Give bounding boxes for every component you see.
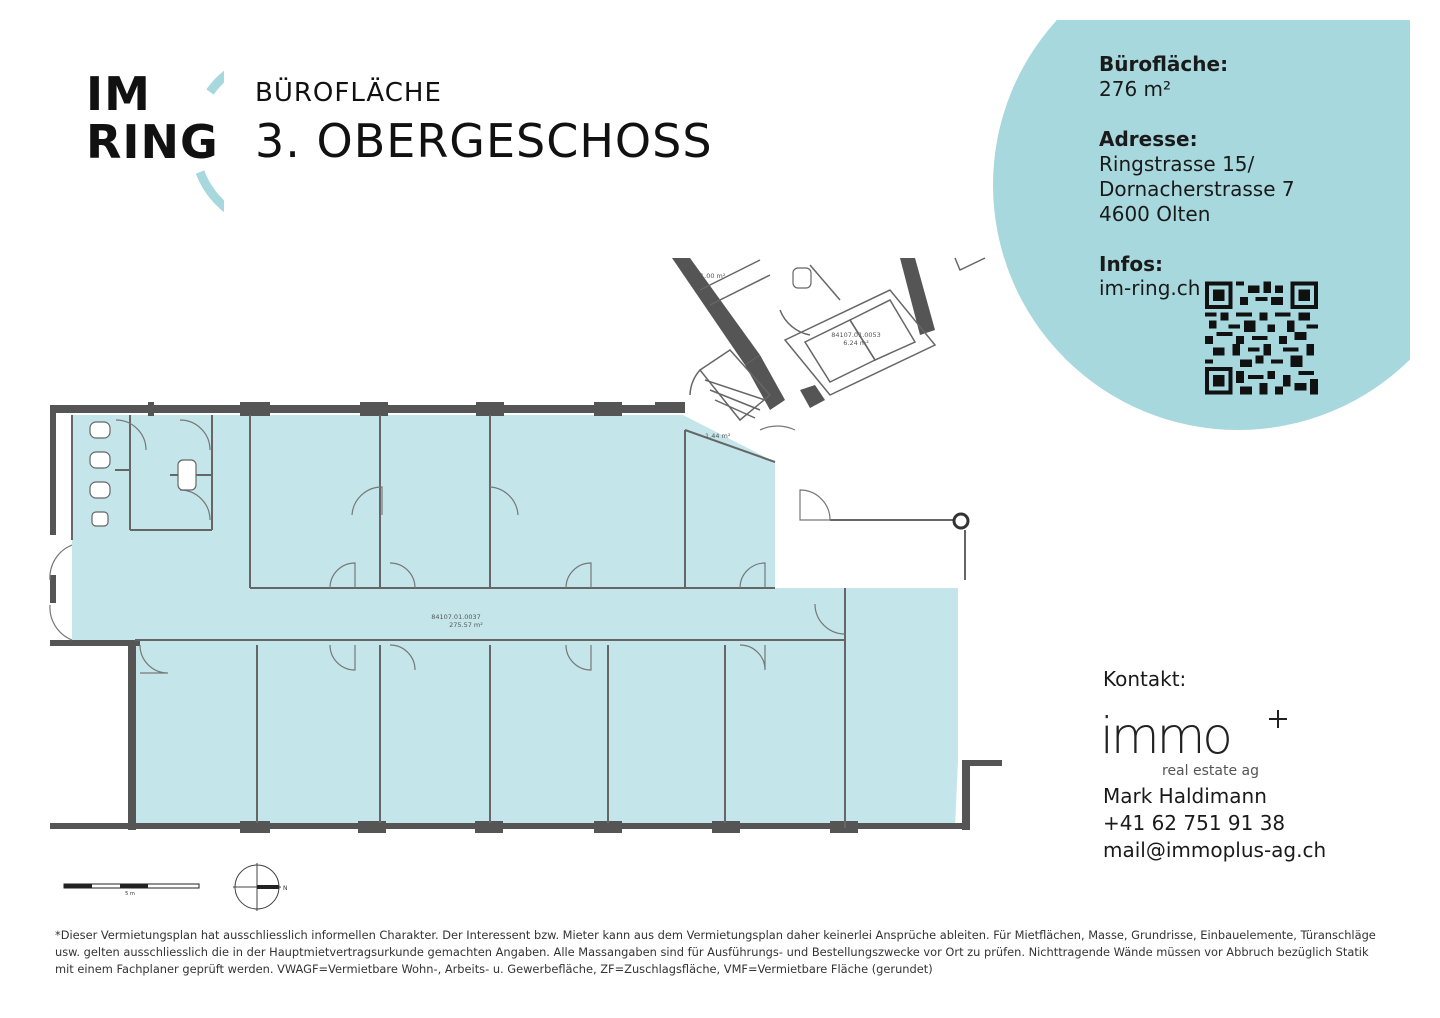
website-link[interactable]: im-ring.ch: [1099, 276, 1201, 300]
page-title: 3. OBERGESCHOSS: [255, 114, 713, 168]
floor-plan: [0, 250, 1010, 850]
north-arrow-icon: [230, 860, 290, 914]
disclaimer: *Dieser Vermietungsplan hat ausschliesslich informellen Charakter. Der Interessent bzw. Mieter kann aus dem Vermietungsplan daher keinerlei Ansprüche ableiten. Für Mietflächen, Masse, Grundrisse, Einbauelemente, Türanschläge usw. gelten ausschliesslich die in der Hauptmietvertragsurkunde gemachten Angaben. Alle Massangaben sind für Ausführungs- und Bestellungszwecke vor Ort zu prüfen. Nichttragende Wände müssen vor Abbruch bezüglich Statik mit einem Fachplaner geprüft werden. VWAGF=Vermietbare Wohn-, Arbeits- u. Gewerbefläche, ZF=Zuschlagsfläche, VMF=Vermietbare Fläche (gerundet): [55, 928, 1376, 976]
lift-id-label: 84107.01.0053: [831, 331, 881, 339]
brand-text: immo: [1100, 707, 1230, 765]
qr-code[interactable]: [1205, 279, 1318, 397]
contact-email[interactable]: mail@immoplus-ag.ch: [1103, 838, 1327, 862]
address-line1: Ringstrasse 15/: [1099, 152, 1255, 176]
stair-area-label: 1.44 m²: [705, 432, 731, 440]
area-value: 276 m²: [1099, 77, 1172, 101]
contact-phone[interactable]: +41 62 751 91 38: [1103, 811, 1286, 835]
logo: [86, 67, 219, 169]
address-label: Adresse:: [1099, 127, 1198, 151]
room-area-label: 275.57 m²: [449, 621, 483, 629]
lift-area-label: 6.24 m²: [843, 339, 869, 347]
area-label: Bürofläche:: [1099, 52, 1229, 76]
address-line2: Dornacherstrasse 7: [1099, 177, 1295, 201]
logo-line2: RING: [86, 115, 219, 169]
page-subtitle: BÜROFLÄCHE: [255, 78, 442, 108]
north-label: N: [283, 885, 288, 892]
immo-logo: [1100, 705, 1295, 780]
contact-name: Mark Haldimann: [1103, 784, 1267, 808]
scale-label: 5 m: [125, 891, 135, 896]
contact-label: Kontakt:: [1103, 667, 1187, 691]
address-line3: 4600 Olten: [1099, 202, 1211, 226]
rental-area: [72, 415, 958, 828]
infos-label: Infos:: [1099, 252, 1164, 276]
logo-line1: IM: [86, 67, 151, 121]
room-id-label: 84107.01.0037: [431, 613, 481, 621]
wc-area-label: 1.00 m²: [700, 272, 726, 280]
brand-sub: real estate ag: [1162, 763, 1259, 779]
scale-bar: [60, 876, 205, 896]
